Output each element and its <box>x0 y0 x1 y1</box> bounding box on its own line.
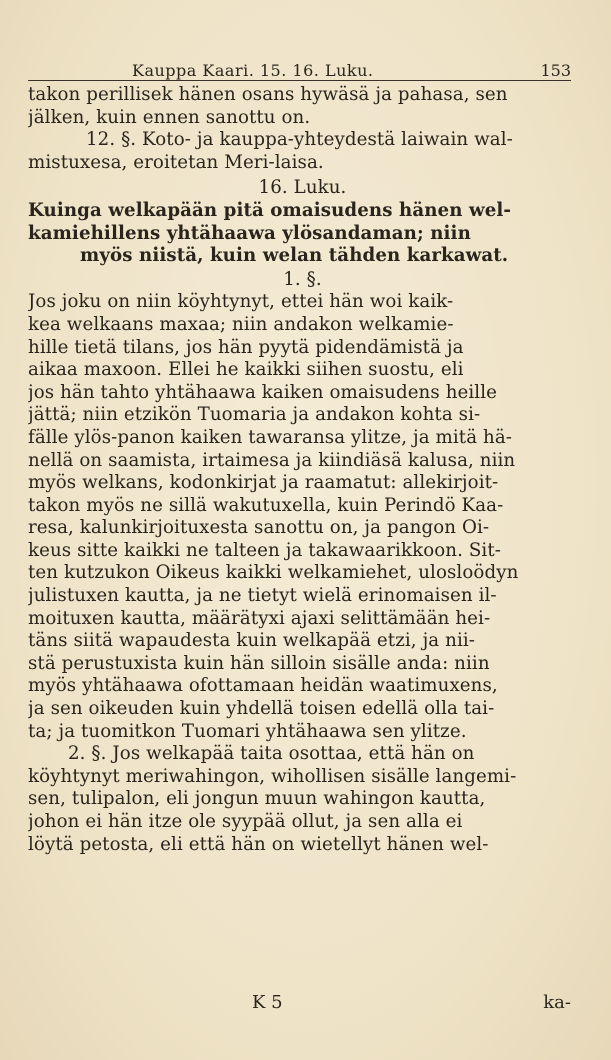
text-line: kea welkaans maxaa; niin andakon welkamie- <box>28 313 454 335</box>
text-line: jälken, kuin ennen sanottu on. <box>28 106 311 128</box>
body-text <box>28 84 577 856</box>
running-header <box>28 58 571 81</box>
text-line: sen, tulipalon, eli jongun muun wahingon kautta, <box>28 788 486 810</box>
text-line: täns siitä wapaudesta kuin welkapää etzi, ja nii- <box>28 630 476 652</box>
text-line: fälle ylös-panon kaiken tawaransa ylitze, ja mitä hä- <box>28 426 513 448</box>
text-line: löytä petosta, eli että hän on wietellyt hänen wel- <box>28 833 489 855</box>
text-line: jättä; niin etzikön Tuomaria ja andakon kohta si- <box>28 404 481 426</box>
text-line: 2. §. Jos welkapää taita osottaa, että hän on <box>68 743 475 765</box>
text-line: takon myös ne sillä wakutuxella, kuin Perindö Kaa- <box>28 494 504 516</box>
page-footer <box>28 992 571 1018</box>
text-line: keus sitte kaikki ne talteen ja takawaarikkoon. Sit- <box>28 539 501 561</box>
text-line: ten kutzukon Oikeus kaikki welkamiehet, ulosloödyn <box>28 562 519 584</box>
text-line: hille tietä tilans, jos hän pyytä pidendämistä ja <box>28 336 464 358</box>
chapter-summary-line: myös niistä, kuin welan tähden karkawat. <box>80 245 509 267</box>
paragraph-section-1 <box>28 291 577 743</box>
chapter-heading: 16. Luku. <box>258 177 347 199</box>
chapter-summary-line: Kuinga welkapään pitä omaisudens hänen wel- <box>28 199 512 221</box>
text-line: jos hän tahto yhtähaawa kaiken omaisudens heille <box>28 381 497 403</box>
text-line: myös yhtähaawa ofottamaan heidän waatimuxens, <box>28 675 498 697</box>
page-number: 153 <box>540 61 571 80</box>
text-line: mistuxesa, eroitetan Meri-laisa. <box>28 151 324 173</box>
text-line: köyhtynyt meriwahingon, wihollisen sisälle langemi- <box>28 765 517 787</box>
text-line: moituxen kautta, määrätyxi ajaxi selittämään hei- <box>28 607 491 629</box>
text-line: aikaa maxoon. Ellei he kaikki siihen suostu, eli <box>28 359 464 381</box>
text-line: 12. §. Koto- ja kauppa-yhteydestä laiwain wal- <box>86 129 513 151</box>
text-line: ta; ja tuomitkon Tuomari yhtähaawa sen ylitze. <box>28 720 467 742</box>
text-line: Jos joku on niin köyhtynyt, ettei hän woi kaik- <box>28 291 454 313</box>
signature-mark: K 5 <box>252 992 283 1013</box>
catchword: ka- <box>543 992 571 1013</box>
running-title: Kauppa Kaari. 15. 16. Luku. <box>132 61 374 80</box>
text-line: johon ei hän itze ole syypää ollut, ja sen alla ei <box>28 811 463 832</box>
text-line: ja sen oikeuden kuin yhdellä toisen edellä olla tai- <box>28 698 495 720</box>
text-line: resa, kalunkirjoituxesta sanottu on, ja pangon Oi- <box>28 517 490 539</box>
text-line: myös welkans, kodonkirjat ja raamatut: allekirjoit- <box>28 472 499 494</box>
paragraph-section-2 <box>28 743 577 856</box>
text-line: nellä on saamista, irtaimesa ja kiindiäsä kalusa, niin <box>28 449 516 471</box>
text-line: takon perillisek hänen osans hywäsä ja pahasa, sen <box>28 84 508 105</box>
text-line: julistuxen kautta, ja ne tietyt wielä erinomaisen il- <box>28 585 497 607</box>
section-number: 1. §. <box>283 268 322 290</box>
chapter-summary-line: kamiehillens yhtähaawa ylösandaman; niin <box>28 222 471 244</box>
text-line: stä perustuxista kuin hän silloin sisälle anda: niin <box>28 652 490 674</box>
